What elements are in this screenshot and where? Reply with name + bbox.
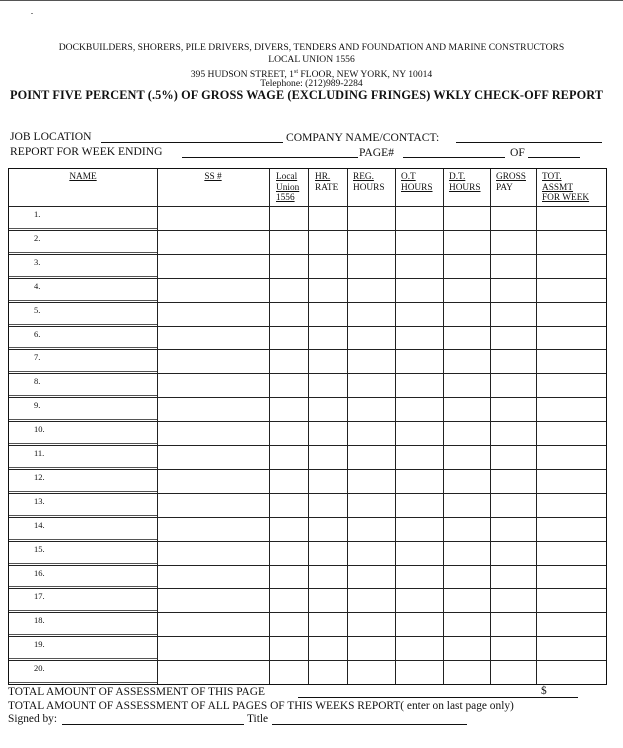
table-row[interactable] — [9, 252, 157, 253]
row-divider — [9, 206, 606, 207]
row-divider — [9, 588, 606, 589]
table-row[interactable] — [9, 586, 157, 587]
col-divider — [536, 169, 537, 684]
week-ending-label: REPORT FOR WEEK ENDING — [10, 145, 163, 158]
table-row[interactable] — [9, 228, 157, 229]
table-row[interactable] — [9, 324, 157, 325]
table-row-number: 20. — [34, 663, 45, 674]
table-row[interactable] — [9, 515, 157, 516]
table-row-number: 12. — [34, 471, 45, 482]
table-row[interactable] — [9, 682, 157, 683]
table-row-number: 15. — [34, 543, 45, 554]
col-header-gross-pay: GROSS PAY — [496, 172, 526, 193]
col-divider — [443, 169, 444, 684]
row-divider — [9, 278, 606, 279]
col-divider — [157, 169, 158, 684]
row-divider — [9, 302, 606, 303]
title-line[interactable] — [272, 724, 467, 725]
table-row[interactable] — [9, 371, 157, 372]
table-row-number: 16. — [34, 567, 45, 578]
union-telephone: Telephone: (212)989-2284 — [260, 78, 363, 89]
table-row[interactable] — [9, 419, 157, 420]
col-header-dt-hours: D.T. HOURS — [449, 172, 481, 193]
table-row[interactable] — [9, 658, 157, 659]
table-row-number: 10. — [34, 424, 45, 435]
col-divider — [395, 169, 396, 684]
row-divider — [9, 469, 606, 470]
table-row-number: 11. — [34, 448, 45, 458]
row-divider — [9, 612, 606, 613]
col-header-reg-hours: REG. HOURS — [353, 172, 385, 193]
table-row[interactable] — [9, 276, 157, 277]
col-divider — [269, 169, 270, 684]
table-row[interactable] — [9, 467, 157, 468]
row-divider — [9, 230, 606, 231]
table-row-number: 14. — [34, 519, 45, 530]
form-title: POINT FIVE PERCENT (.5%) OF GROSS WAGE (EXCLUDING FRINGES) WKLY CHECK-OFF REPORT — [10, 88, 604, 102]
page-top-border — [0, 0, 623, 1]
table-row-number: 19. — [34, 639, 45, 650]
row-divider — [9, 254, 606, 255]
col-header-ss: SS # — [204, 172, 222, 182]
table-row-number: 4. — [34, 280, 41, 291]
col-header-hr-rate: HR. RATE — [315, 172, 339, 193]
dollar-sign: $ — [541, 685, 547, 697]
scan-speck — [31, 13, 33, 14]
row-divider — [9, 373, 606, 374]
row-divider — [9, 517, 606, 518]
row-divider — [9, 421, 606, 422]
table-row-number: 3. — [34, 256, 41, 267]
col-header-name: NAME — [69, 172, 97, 182]
table-row[interactable] — [9, 539, 157, 540]
row-divider — [9, 349, 606, 350]
table-row[interactable] — [9, 634, 157, 635]
row-divider — [9, 636, 606, 637]
table-row[interactable] — [9, 563, 157, 564]
page-of-label: OF — [510, 146, 525, 159]
total-page-line[interactable] — [298, 697, 578, 698]
page-total-line[interactable] — [528, 157, 580, 158]
row-divider — [9, 397, 606, 398]
col-divider — [308, 169, 309, 684]
table-row[interactable] — [9, 347, 157, 348]
table-row[interactable] — [9, 395, 157, 396]
title-label: Title — [247, 713, 269, 725]
table-row-number: 1. — [34, 209, 41, 219]
total-all-pages-label: TOTAL AMOUNT OF ASSESSMENT OF ALL PAGES OF THIS WEEKS REPORT( enter on last page only) — [8, 700, 514, 712]
page-number-line[interactable] — [403, 157, 505, 158]
row-divider — [9, 445, 606, 446]
signed-by-label: Signed by: — [8, 713, 58, 725]
table-row-number: 9. — [34, 400, 41, 411]
report-table — [8, 168, 607, 685]
col-divider — [347, 169, 348, 684]
row-divider — [9, 493, 606, 494]
row-divider — [9, 541, 606, 542]
col-divider — [490, 169, 491, 684]
table-row[interactable] — [9, 491, 157, 492]
table-row-number: 2. — [34, 232, 41, 243]
row-divider — [9, 660, 606, 661]
table-row[interactable] — [9, 610, 157, 611]
table-row-number: 8. — [34, 376, 41, 387]
page-number-label: PAGE# — [359, 146, 395, 159]
row-divider — [9, 326, 606, 327]
table-row-number: 13. — [34, 495, 45, 506]
address-sup: st — [293, 69, 298, 75]
col-header-local-union: Local Union 1556 — [276, 172, 300, 203]
company-contact-label: COMPANY NAME/CONTACT: — [286, 131, 440, 144]
total-page-label: TOTAL AMOUNT OF ASSESSMENT OF THIS PAGE — [8, 686, 265, 698]
table-row-number: 18. — [34, 615, 45, 626]
address-part-b: FLOOR, NEW YORK, NY 10014 — [298, 69, 433, 81]
job-location-line[interactable] — [101, 142, 283, 143]
table-row[interactable] — [9, 443, 157, 444]
col-header-tot-assmt: TOT. ASSMT FOR WEEK — [542, 172, 590, 203]
table-row-number: 7. — [34, 352, 41, 363]
address-part-a: 395 HUDSON STREET, 1 — [190, 69, 294, 81]
row-divider — [9, 565, 606, 566]
signature-line[interactable] — [62, 724, 244, 725]
job-location-label: JOB LOCATION — [10, 130, 92, 143]
table-row-number: 6. — [34, 328, 41, 339]
union-name-heading: DOCKBUILDERS, SHORERS, PILE DRIVERS, DIVERS, TENDERS AND FOUNDATION AND MARINE CONSTRUCTORS — [58, 42, 565, 53]
week-ending-line[interactable] — [182, 157, 358, 158]
local-union-heading: LOCAL UNION 1556 — [268, 54, 355, 65]
company-contact-line[interactable] — [456, 142, 602, 143]
col-header-ot-hours: O.T HOURS — [401, 172, 433, 193]
table-row-number: 5. — [34, 304, 41, 315]
table-row[interactable] — [9, 300, 157, 301]
table-row-number: 17. — [34, 591, 45, 602]
